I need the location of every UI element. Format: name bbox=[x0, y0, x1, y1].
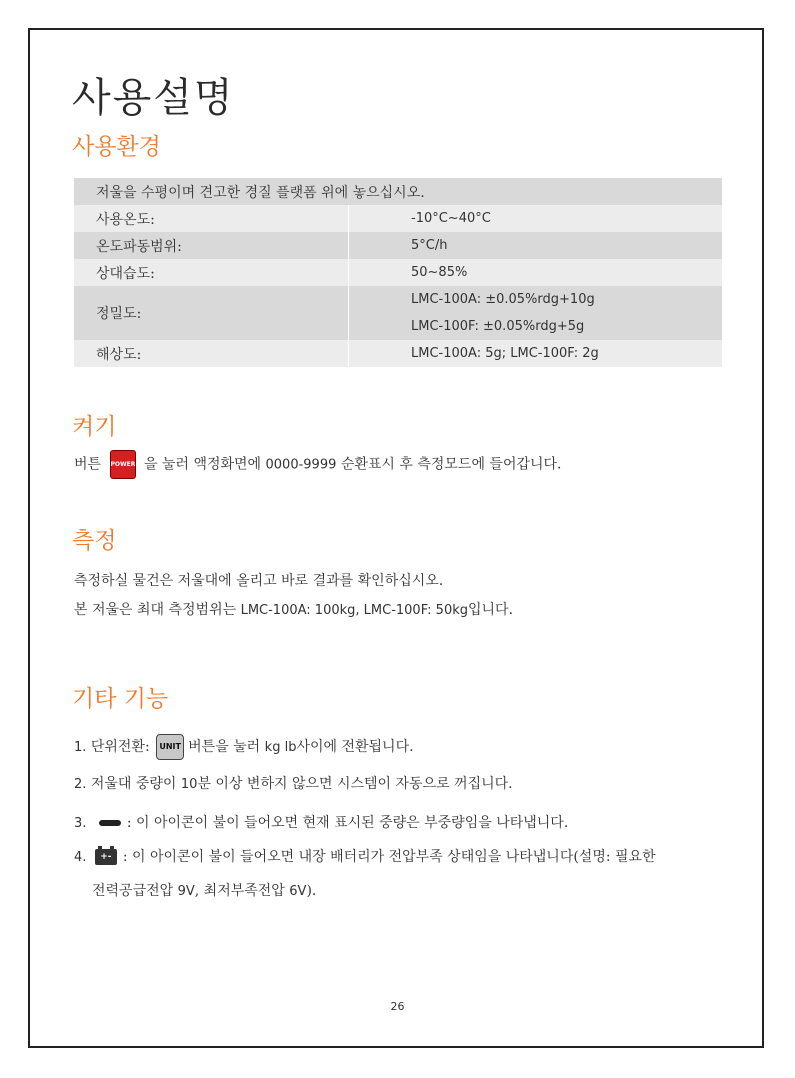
measure-line-2 bbox=[74, 599, 513, 619]
row-label: 사용온도: bbox=[74, 205, 349, 232]
text-fragment: 분 이상 변하지 않으면 시스템이 자동으로 꺼집니다. bbox=[197, 776, 513, 792]
minutes: 10 bbox=[180, 777, 198, 792]
item-number: 2. bbox=[74, 777, 87, 792]
row-value: 50~85% bbox=[349, 259, 723, 286]
text-fragment: 단위전환: bbox=[90, 739, 150, 755]
negative-weight-icon bbox=[99, 820, 121, 826]
min-voltage: 6V bbox=[289, 884, 307, 899]
page-title: 사용설명 bbox=[72, 75, 235, 121]
units: kg lb bbox=[264, 740, 297, 755]
row-value: 5°C/h bbox=[349, 232, 723, 259]
text-fragment: 본 저울은 최대 측정범위는 bbox=[74, 602, 241, 618]
table-row bbox=[74, 178, 722, 205]
section-heading-power-on: 켜기 bbox=[72, 414, 117, 440]
row-label: 상대습도: bbox=[74, 259, 349, 286]
max-range: LMC-100A: 100kg, LMC-100F: 50kg bbox=[240, 603, 468, 618]
other-item-3 bbox=[74, 812, 568, 832]
environment-intro: 저울을 수평이며 견고한 경질 플랫폼 위에 놓으십시오. bbox=[74, 178, 722, 205]
text-fragment: 을 눌러 액정화면에 bbox=[143, 456, 266, 473]
table-row bbox=[74, 232, 722, 259]
text-fragment: 사이에 전환됩니다. bbox=[296, 739, 414, 755]
unit-button-icon: UNIT bbox=[156, 734, 184, 760]
row-value: LMC-100A: ±0.05%rdg+10g bbox=[349, 286, 723, 313]
other-item-4-cont bbox=[92, 880, 316, 900]
table-row bbox=[74, 205, 722, 232]
row-label: 정밀도: bbox=[74, 286, 349, 340]
text-fragment: 전력공급전압 bbox=[92, 883, 178, 899]
text-fragment: 버튼을 눌러 bbox=[188, 739, 265, 755]
other-item-2 bbox=[74, 773, 513, 793]
table-row bbox=[74, 340, 722, 367]
table-row bbox=[74, 259, 722, 286]
page-number: 26 bbox=[390, 1000, 405, 1013]
text-fragment: , 최저부족전압 bbox=[194, 883, 290, 899]
row-value: LMC-100A: 5g; LMC-100F: 2g bbox=[349, 340, 723, 367]
other-item-4 bbox=[74, 846, 656, 866]
power-button-icon: POWER bbox=[110, 450, 136, 479]
item-number: 3. bbox=[74, 816, 87, 831]
text-fragment: 버튼 bbox=[74, 456, 102, 473]
supply-voltage: 9V bbox=[177, 884, 195, 899]
measure-line-1: 측정하실 물건은 저울대에 올리고 바로 결과를 확인하십시오. bbox=[74, 573, 444, 589]
text-fragment: ). bbox=[306, 883, 317, 899]
cycle-range: 0000-9999 bbox=[265, 457, 337, 473]
text-fragment: : 이 아이콘이 불이 들어오면 내장 배터리가 전압부족 상태임을 나타냅니다(설명: 필요한 bbox=[122, 849, 656, 865]
section-heading-measure: 측정 bbox=[72, 528, 117, 554]
text-fragment: : 이 아이콘이 불이 들어오면 현재 표시된 중량은 부중량임을 나타냅니다. bbox=[126, 815, 569, 831]
text-fragment: 입니다. bbox=[468, 602, 514, 618]
section-heading-other: 기타 기능 bbox=[72, 686, 169, 712]
item-number: 4. bbox=[74, 850, 87, 865]
row-label: 온도파동범위: bbox=[74, 232, 349, 259]
power-on-text bbox=[74, 450, 562, 479]
row-label: 해상도: bbox=[74, 340, 349, 367]
battery-icon: +- bbox=[95, 849, 117, 865]
item-number: 1. bbox=[74, 740, 87, 755]
section-heading-environment: 사용환경 bbox=[72, 134, 161, 160]
row-value: LMC-100F: ±0.05%rdg+5g bbox=[349, 313, 723, 340]
environment-table bbox=[74, 178, 722, 367]
row-value: -10°C~40°C bbox=[349, 205, 723, 232]
text-fragment: 순환표시 후 측정모드에 들어갑니다. bbox=[336, 456, 562, 473]
text-fragment: 저울대 중량이 bbox=[90, 776, 181, 792]
table-row bbox=[74, 286, 722, 313]
other-item-1 bbox=[74, 734, 414, 760]
